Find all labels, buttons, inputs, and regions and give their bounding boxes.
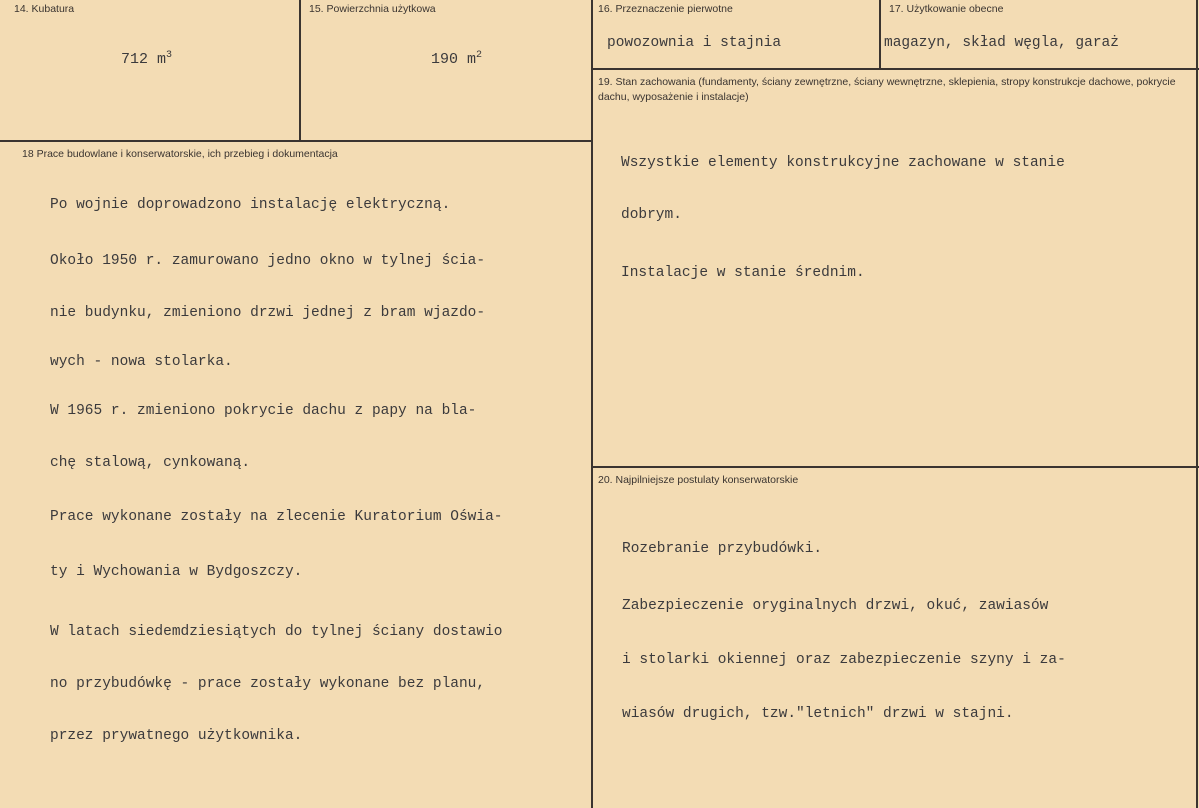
prace-line: przez prywatnego użytkownika. xyxy=(50,728,303,744)
divider-center-v xyxy=(591,0,593,808)
prace-line: W latach siedemdziesiątych do tylnej ściany dostawio xyxy=(50,624,503,640)
prace-line: Około 1950 r. zamurowano jedno okno w tylnej ścia- xyxy=(50,253,486,269)
divider-top-v1 xyxy=(299,0,301,141)
kubatura-value xyxy=(85,33,172,85)
powierzchnia-number: 190 m xyxy=(431,51,477,68)
stan-label: 19. Stan zachowania (fundamenty, ściany zewnętrzne, ściany wewnętrzne, sklepienia, stropy konstrukcje dachowe, pokrycie dachu, wyposażenie i instalacje) xyxy=(598,76,1176,103)
kubatura-number: 712 m xyxy=(121,51,167,68)
powierzchnia-exponent: 2 xyxy=(476,50,483,61)
divider-right-h1 xyxy=(592,68,1199,70)
divider-right-h2 xyxy=(592,466,1199,468)
divider-left-h xyxy=(0,140,592,142)
prace-line: Prace wykonane zostały na zlecenie Kuratorium Oświa- xyxy=(50,509,503,525)
prace-line: Po wojnie doprowadzono instalację elektryczną. xyxy=(50,197,451,213)
prace-line: no przybudówkę - prace zostały wykonane bez planu, xyxy=(50,676,486,692)
stan-text xyxy=(621,121,1065,315)
powierzchnia-value xyxy=(395,33,482,85)
prace-line: nie budynku, zmieniono drzwi jednej z bram wjazdo- xyxy=(50,305,486,321)
prace-text xyxy=(50,163,502,778)
uzytkowanie-label: 17. Użytkowanie obecne xyxy=(889,3,1004,15)
prace-label: 18 Prace budowlane i konserwatorskie, ich przebieg i dokumentacja xyxy=(22,148,338,160)
przeznaczenie-value: powozownia i stajnia xyxy=(607,35,782,51)
postulaty-line: Rozebranie przybudówki. xyxy=(622,541,823,557)
stan-line: dobrym. xyxy=(621,207,682,223)
divider-top-v3 xyxy=(879,0,881,68)
przeznaczenie-label: 16. Przeznaczenie pierwotne xyxy=(598,3,733,15)
stan-line: Instalacje w stanie średnim. xyxy=(621,265,865,281)
postulaty-label: 20. Najpilniejsze postulaty konserwatorskie xyxy=(598,474,799,486)
postulaty-line: Zabezpieczenie oryginalnych drzwi, okuć, zawiasów xyxy=(622,598,1049,614)
prace-line: chę stalową, cynkowaną. xyxy=(50,455,251,471)
uzytkowanie-value: magazyn, skład węgla, garaż xyxy=(884,35,1119,51)
prace-line: wych - nowa stolarka. xyxy=(50,354,233,370)
powierzchnia-label: 15. Powierzchnia użytkowa xyxy=(309,3,436,15)
postulaty-line: wiasów drugich, tzw."letnich" drzwi w stajni. xyxy=(622,706,1014,722)
prace-line: ty i Wychowania w Bydgoszczy. xyxy=(50,564,303,580)
postulaty-line: i stolarki okiennej oraz zabezpieczenie szyny i za- xyxy=(622,652,1066,668)
prace-line: W 1965 r. zmieniono pokrycie dachu z papy na bla- xyxy=(50,403,477,419)
postulaty-text xyxy=(622,507,1066,756)
divider-right-edge xyxy=(1196,0,1198,808)
kubatura-exponent: 3 xyxy=(166,50,173,61)
stan-line: Wszystkie elementy konstrukcyjne zachowane w stanie xyxy=(621,155,1065,171)
kubatura-label: 14. Kubatura xyxy=(14,3,75,15)
